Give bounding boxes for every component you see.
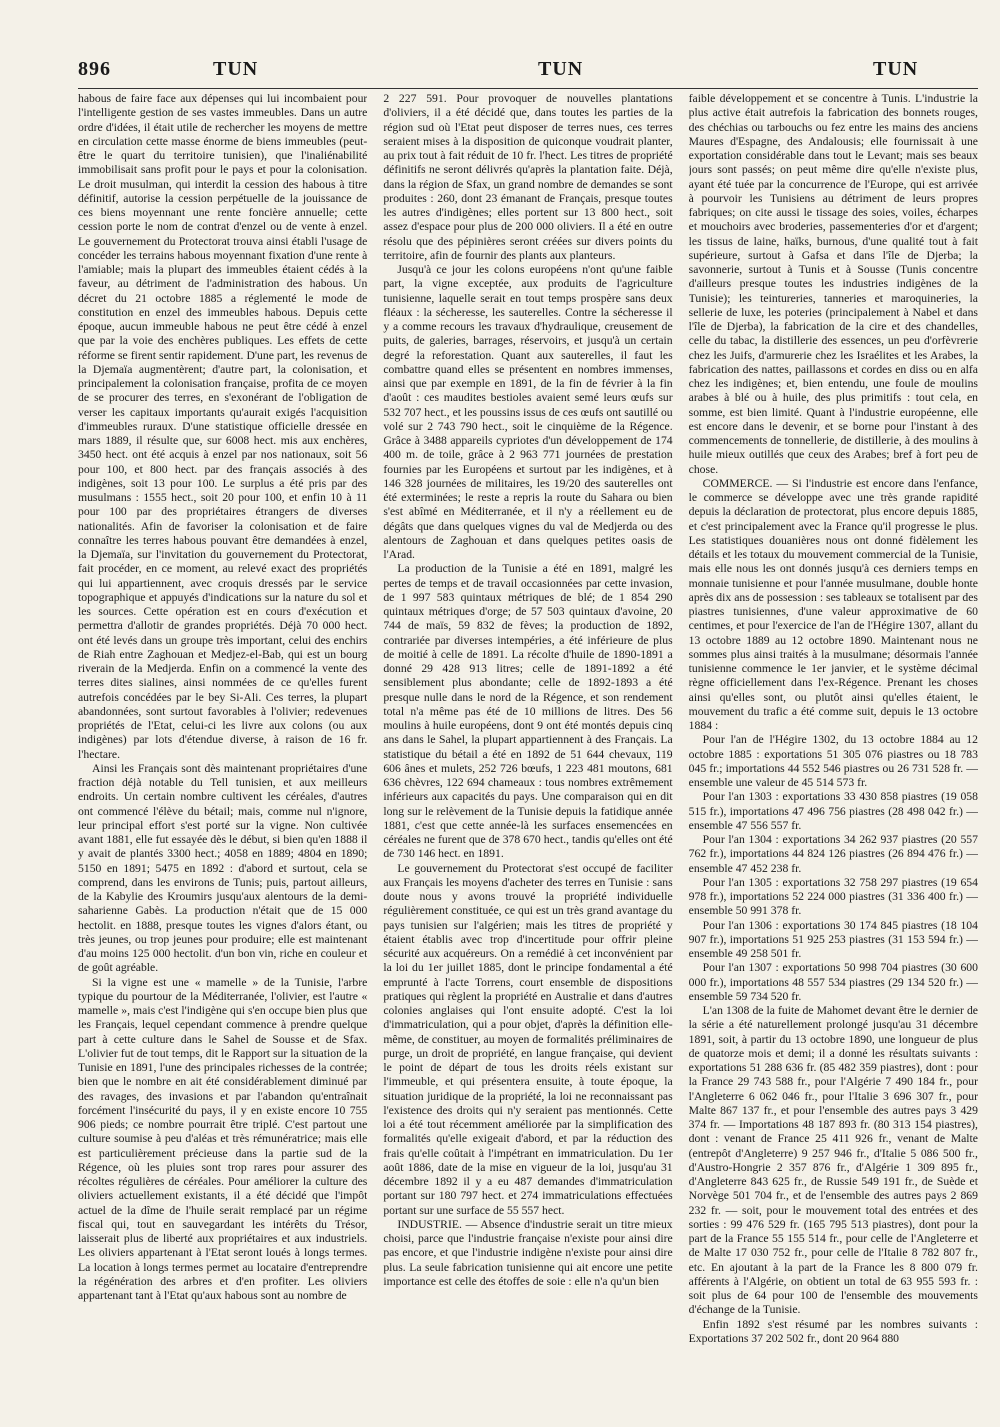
header-word-center: TUN (538, 58, 584, 80)
trade-entry: Pour l'an 1305 : exportations 32 758 297 piastres (19 654 978 fr.), importations 52 224 000 piastres (31 336 400 fr.) — ensemble 50 991 378 fr. (688, 875, 978, 918)
column-2 (383, 92, 672, 1417)
paragraph: La production de la Tunisie a été en 1891, malgré les pertes de temps et de travail occasionnées par cette invasion, de 1 997 583 quintaux métriques de blé; de 1 854 290 quintaux métriques d'orge; de 57 503 quintaux d'avoine, 20 744 de maïs, 59 832 de fèves; la production de 1892, contrariée par diverses intempéries, a été inférieure de plus de moitié à celle de 1891. La récolte d'huile de 1890-1891 a donné 29 428 913 litres; celle de 1891-1892 a été sensiblement plus abondante; celle de 1892-1893 a été presque nulle dans le nord de la Régence, et son rendement total n'a même pas été de 10 millions de litres. Des 56 moulins à huile européens, dont 9 ont été montés depuis cinq ans dans le Sahel, la plupart appartiennent à des Français. La statistique du bétail a été en 1892 de 51 644 chevaux, 119 606 ânes et mulets, 252 726 bœufs, 1 223 481 moutons, 681 636 chèvres, 122 694 chameaux : tous nombres extrêmement inférieurs aux capacités du pays. Une comparaison qui en dit long sur le relèvement de la Tunisie depuis la fatidique année 1881, c'est que cette année-là les surfaces ensemencées en céréales ne furent que de 378 670 hect., tandis qu'elles ont été de 730 146 hect. en 1891. (383, 562, 673, 861)
text-columns (78, 92, 978, 1417)
paragraph: faible développement et se concentre à Tunis. L'industrie la plus active était autrefois la fabrication des bonnets rouges, des chéchias ou tarbouchs ou fez entre les mains des anciens Maures d'Espagne, des Andalousis; elle fournissait à une exportation considérable dans tout le Levant; mais ses beaux jours sont passés; on peut même dire qu'elle n'existe plus, ayant été tuée par la concurrence de l'Europe, qui est arrivée à pourvoir les Tunisiens au détriment de leurs propres fabriques; on cite aussi le tissage des soies, voiles, écharpes et mouchoirs avec broderies, passementeries d'or et d'argent; les tissus de laine, haïks, burnous, d'une qualité tout à fait supérieure, surtout à Gafsa et dans l'île de Djerba; la savonnerie, surtout à Tunis et à Sousse (Tunis concentre d'ailleurs presque toutes les industries indigènes de la Tunisie); les teintureries, tanneries et maroquineries, la sellerie de luxe, les poteries (principalement à Nabel et dans l'île de Djerba), la fabrication de la cire et des chandelles, celle du tabac, la distillerie des essences, un peu d'orfèvrerie chez les Juifs, d'armurerie chez les Israélites et les Arabes, la fabrication des nattes, paillassons et cordes en diss ou en alfa chez les indigènes; et, bien entendu, une foule de moulins arabes à blé ou à huile, des plus primitifs : tout cela, en somme, est bien limité. Quant à l'industrie européenne, elle est encore dans le devenir, et se borne pour l'instant à des commencements de tonnellerie, de distillerie, à des moulins à huile mieux outillés que ceux des Arabes; bref à fort peu de chose. (688, 92, 978, 476)
header-word-right: TUN (873, 58, 919, 80)
trade-entry: Pour l'an 1303 : exportations 33 430 858 piastres (19 058 515 fr.), importations 47 496 756 piastres (28 498 042 fr.) — ensemble 47 556 557 fr. (688, 790, 978, 832)
trade-entry: Pour l'an 1307 : exportations 50 998 704 piastres (30 600 000 fr.), importations 48 557 534 piastres (29 134 520 fr.) — ensemble 59 734 520 fr. (688, 961, 978, 1003)
header-rule (78, 88, 978, 89)
column-1 (78, 92, 367, 1417)
paragraph: 2 227 591. Pour provoquer de nouvelles plantations d'oliviers, il a été décidé que, dans toutes les parties de la région sud où l'Etat peut disposer de terres nues, ces terres seraient mises à la disposition de quiconque voudrait planter, au prix tout à fait réduit de 10 fr. l'hect. Les titres de propriété définitifs ne seront délivrés qu'après la plantation faite. Déjà, dans la région de Sfax, un grand nombre de demandes se sont produites : 260, dont 23 émanant de Français, presque toutes les autres d'indigènes; elles portent sur 13 800 hect., soit assez d'espace pour plus de 200 000 oliviers. Il a été en outre résolu que des pépinières seront créées sur divers points du territoire, afin de fournir des plants aux planteurs. (383, 92, 673, 262)
header-word-left: TUN (213, 58, 259, 80)
paragraph: Enfin 1892 s'est résumé par les nombres suivants : Exportations 37 202 502 fr., dont 20 964 880 (688, 1317, 978, 1345)
running-header (78, 58, 978, 84)
paragraph: Le gouvernement du Protectorat s'est occupé de faciliter aux Français les moyens d'acheter des terres en Tunisie : sans doute nous y avons trouvé la propriété individuelle régulièrement constituée, ce qui est un très grand avantage du pays tunisien sur l'algérien; mais les titres de propriété y étaient établis avec trop d'incertitude pour offrir pleine sécurité aux acquéreurs. On a remédié à cet inconvénient par la loi du 1er juillet 1885, dont le principe fondamental a été emprunté à l'acte Torrens, court ensemble de dispositions pratiques qui règlent la propriété en Australie et dans d'autres colonies anglaises qui l'ont ensuite adopté. C'est la loi d'immatriculation, qui a pour objet, d'après la définition elle-même, de constituer, au moyen de formalités préliminaires de purge, un droit de propriété, en langue française, qui devient le point de départ de tous les droits réels existant sur l'immeuble, et qui présentera ensuite, à toute époque, la situation juridique de la propriété, la loi ne reconnaissant pas l'existence des droits qui n'y seraient pas mentionnés. Cette loi a été tout récemment améliorée par la simplification des formalités qu'elle exigeait d'abord, et par la réduction des frais qu'elle coûtait à l'impétrant en immatriculation. Du 1er août 1886, date de la mise en vigueur de la loi, jusqu'au 31 décembre 1892 il y a eu 487 demandes d'immatriculation portant sur 180 797 hect. et 274 immatriculations effectuées portant sur une surface de 55 557 hect. (383, 861, 673, 1217)
trade-entry: Pour l'an 1306 : exportations 30 174 845 piastres (18 104 907 fr.), importations 51 925 253 piastres (31 153 594 fr.) — ensemble 49 258 501 fr. (688, 918, 978, 960)
column-3 (689, 92, 978, 1417)
paragraph: habous de faire face aux dépenses qui lui incombaient pour l'intelligente gestion de ses vastes immeubles. Dans un autre ordre d'idées, il était utile de rechercher les moyens de mettre en circulation cette masse énorme de biens immeubles (peut-être le quart du territoire tunisien), que l'inaliénabilité immobilisait sans profit pour le pays et pour la colonisation. Le droit musulman, qui interdit la cession des habous à titre définitif, autorise la cession perpétuelle de la jouissance de ces biens moyennant une rente foncière annuelle; cette cession porte le nom de contrat d'enzel ou de vente à enzel. Le gouvernement du Protectorat trouva ainsi établi l'usage de concéder les terrains habous moyennant fixation d'une rente à l'amiable; mais la plupart des immeubles étaient cédés à la faveur, au détriment de l'administration des habous. Un décret du 21 octobre 1885 a réglementé le mode de constitution en enzel des immeubles habous. Depuis cette époque, aucun immeuble habous ne peut être cédé à enzel que par la voie des enchères publiques. Les effets de cette réforme se firent sentir rapidement. D'une part, les revenus de la Djemaïa augmentèrent; d'autre part, la colonisation, et principalement la colonisation française, profita de ce moyen de se procurer des terres, en s'exonérant de l'obligation de verser les capitaux importants qu'aurait exigés l'acquisition d'immeubles ruraux. D'une statistique officielle dressée en mars 1889, il résulte que, sur 6008 hect. mis aux enchères, 3450 hect. ont été acquis à enzel par nos nationaux, soit 56 pour 100, et 800 hect. par des français associés à des indigènes, soit 13 pour 100. Le surplus a été pris par des musulmans : 1555 hect., soit 20 pour 100, et enfin 10 à 11 pour 100 par des propriétaires étrangers de diverses nationalités. Afin de favoriser la colonisation et de faire connaître les terres habous pouvant être demandées à enzel, la Djemaïa, sur l'invitation du gouvernement du Protectorat, fait procéder, en ce moment, au relevé exact des propriétés qui lui appartiennent, avec croquis dressés par le service topographique et appuyés d'indications sur la nature du sol et les sources. Cette opération est en cours d'exécution et permettra d'allotir de grandes propriétés. Déjà 70 000 hect. ont été levés dans un groupe très important, celui des enchirs de Riah entre Zaghouan et Medjez-el-Bab, qui est un bourg riverain de la Medjerda. Enfin on a commencé la vente des terres dites sialines, ainsi nommées de ce qu'elles furent autrefois concédées par le bey Si-Ali. Ces terres, la plupart abandonnées, sont surtout favorables à l'olivier; redevenues propriétés de l'Etat, celui-ci les livre aux colons (ou aux indigènes) par lots d'étendue diverse, à raison de 16 fr. l'hectare. (78, 92, 368, 761)
paragraph-commerce: COMMERCE. — Si l'industrie est encore dans l'enfance, le commerce se développe avec une très grande rapidité depuis la déclaration de protectorat, plus encore depuis 1885, et c'est principalement avec la France qu'il progresse le plus. Les statistiques douanières nous ont donné fidèlement les détails et les totaux du mouvement commercial de la Tunisie, mais elle nous les ont donnés jusqu'à ces derniers temps en monnaie tunisienne et pour l'année musulmane, double honte après dix ans de possession : ses tableaux se totalisent par des piastres tunisiennes, d'une valeur approximative de 60 centimes, et pour l'exercice de l'an de l'Hégire 1307, allant du 13 octobre 1889 au 12 octobre 1890. Maintenant nous ne sommes plus ainsi traités à la musulmane; désormais l'année tunisienne commence le 1er janvier, et le système décimal règne officiellement dans l'ex-Régence. Prenant les choses ainsi qu'elles sont, ou plutôt ainsi qu'elles étaient, le mouvement du trafic a été comme suit, depuis le 13 octobre 1884 : (688, 476, 978, 732)
paragraph: L'an 1308 de la fuite de Mahomet devant être le dernier de la série a été naturellement prolongé jusqu'au 31 décembre 1891, soit, à partir du 13 octobre 1890, une longueur de plus de quatorze mois et demi; il a donné les résultats suivants : exportations 51 288 636 fr. (85 482 359 piastres), dont : pour la France 29 743 588 fr., pour l'Algérie 7 490 184 fr., pour l'Angleterre 6 062 046 fr., pour l'Italie 3 696 307 fr., pour Malte 867 137 fr., et pour l'ensemble des autres pays 3 429 374 fr. — Importations 48 187 893 fr. (80 313 154 piastres), dont : venant de France 25 411 926 fr., venant de Malte (entrepôt d'Angleterre) 9 257 946 fr., d'Italie 5 086 500 fr., d'Austro-Hongrie 2 357 876 fr., d'Algérie 1 309 895 fr., d'Angleterre 843 625 fr., de Russie 549 191 fr., de Suède et Norvège 501 704 fr., et de l'ensemble des autres pays 2 869 232 fr. — soit, pour le mouvement total des entrées et des sorties : 99 476 529 fr. (165 795 513 piastres), dont pour la part de la France 55 155 514 fr., pour celle de l'Angleterre et de Malte 17 030 752 fr., pour celle de l'Italie 8 782 807 fr., etc. En ajoutant à la part de la France les 8 800 079 fr. afférents à l'Algérie, on obtient un total de 63 955 593 fr. : soit plus de 64 pour 100 de l'ensemble des mouvements d'échange de la Tunisie. (688, 1004, 978, 1317)
paragraph-industrie: INDUSTRIE. — Absence d'industrie serait un titre mieux choisi, parce que l'industrie française n'existe pour ainsi dire pas encore, et que l'industrie indigène n'existe pour ainsi dire plus. La seule fabrication tunisienne qui ait encore une petite importance est celle des étoffes de soie : elle n'a qu'un bien (383, 1217, 673, 1288)
paragraph: Ainsi les Français sont dès maintenant propriétaires d'une fraction déjà notable du Tell tunisien, et aux meilleurs endroits. Un certain nombre cultivent les céréales, d'autres ont commencé l'élève du bétail; mais, comme nul n'ignore, leur principal effort s'est porté sur la vigne. Non cultivée avant 1881, elle fut essayée dès le début, si bien qu'en 1888 il y avait de plantés 3300 hect.; 4058 en 1889; 4804 en 1890; 5150 en 1891; 5475 en 1892 : d'abord et surtout, cela se comprend, dans les environs de Tunis; puis, partout ailleurs, de la Kabylie des Kroumirs jusqu'aux alentours de la demi-saharienne Gabès. La production n'était que de 15 000 hectolit. en 1888, presque toutes les vignes d'alors étant, ou très jeunes, ou trop jeunes pour produire; elle est maintenant d'au moins 125 000 hectolit. d'un bon vin, riche en couleur et de goût agréable. (78, 761, 368, 975)
paragraph: Si la vigne est une « mamelle » de la Tunisie, l'arbre typique du pourtour de la Méditerranée, l'olivier, est l'autre « mamelle », mais c'est l'indigène qui s'en occupe bien plus que les Français, lequel cependant commence à prendre quelque part à cette culture dans le Sahel de Sousse et de Sfax. L'olivier fut de tout temps, dit le Rapport sur la situation de la Tunisie en 1891, l'une des principales richesses de la contrée; bien que le nombre en ait été considérablement diminué par des ravages, des invasions et par l'abandon qu'entraînait forcément l'insécurité du pays, il y en existe encore 10 755 906 pieds; ce nombre pourrait être triplé. C'est partout une culture soumise à peu d'aléas et très rémunératrice; mais elle est particulièrement précieuse dans la partie sud de la Régence, où les pluies sont trop rares pour assurer des récoltes régulières de céréales. Pour améliorer la culture des oliviers actuellement existants, il a été décidé que l'impôt actuel de la dîme de l'huile serait remplacé par un régime fiscal qui, tout en sauvegardant les intérêts du Trésor, laisserait plus de liberté aux propriétaires et aux industriels. Les oliviers appartenant à l'Etat seront loués à longs termes. La location à longs termes permet au locataire d'entreprendre la régénération des arbres et d'en profiter. Les oliviers appartenant tant à l'Etat qu'aux habous sont au nombre de (78, 975, 368, 1302)
trade-entry: Pour l'an de l'Hégire 1302, du 13 octobre 1884 au 12 octobre 1885 : exportations 51 305 076 piastres ou 18 783 045 fr.; importations 44 552 546 piastres ou 26 731 528 fr. — ensemble une valeur de 45 514 573 fr. (688, 733, 978, 789)
page-number: 896 (78, 58, 111, 80)
paragraph: Jusqu'à ce jour les colons européens n'ont qu'une faible part, la vigne exceptée, aux produits de l'agriculture tunisienne, laquelle serait en tout temps prospère sans deux fléaux : la sécheresse, les sauterelles. Contre la sécheresse il y a comme recours les travaux d'hydraulique, creusement de puits, de galeries, barrages, réservoirs, et jusqu'à un certain degré la reforestation. Quant aux sauterelles, il faut les combattre quand elles se présentent en nombres immenses, ainsi que par exemple en 1891, de la fin de février à la fin d'août : ces maudites bestioles avaient semé leurs œufs sur 532 707 hect., et les poussins issus de ces œufs ont sautillé ou volé sur 2 743 790 hect., soit le cinquième de la Régence. Grâce à 3488 appareils cypriotes d'un développement de 174 400 m. de toile, grâce à 2 963 771 journées de prestation fournies par les Européens et surtout par les indigènes, et à 146 328 journées de militaires, les 19/20 des sauterelles ont été exterminées; le reste a repris la route du Sahara ou bien s'est abîmé en Méditerranée, et il n'y a réellement eu de dégâts que dans quelques vignes du val de Medjerda ou des alentours de Zaghouan et dans quelques petites oasis de l'Arad. (383, 263, 673, 561)
trade-entry: Pour l'an 1304 : exportations 34 262 937 piastres (20 557 762 fr.), importations 44 824 126 piastres (26 894 476 fr.) — ensemble 47 452 238 fr. (688, 833, 978, 875)
